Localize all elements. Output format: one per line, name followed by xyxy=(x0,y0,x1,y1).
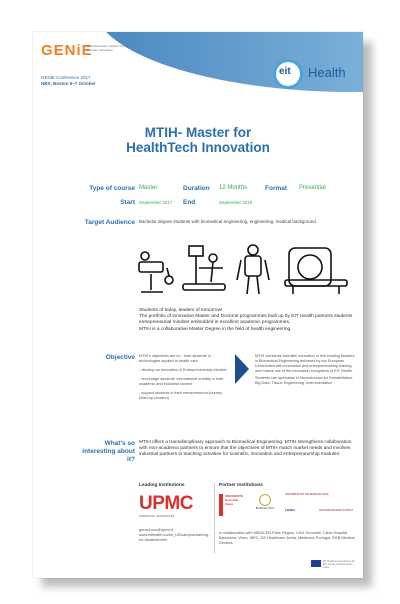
conference-location: HBS, Boston 6–7 October xyxy=(41,81,96,86)
eu-flag-icon xyxy=(311,560,321,567)
eit-logo-text: eit xyxy=(279,66,291,77)
why-interesting-text: MTIH offers a transdisciplinary approach to Biomedical Engineering. MTIH strengthens collaboration with non-academic partners to ensure that the objectives of MTIH match market needs and involves industrial partners in teaching activities for scientific, innovation and entrepreneurship modules. xyxy=(139,440,352,458)
partner-logo-barcelona-text: BARCELONA xyxy=(255,506,275,510)
partner-logo-porto: UNIVERSIDADE PORTO xyxy=(319,508,353,512)
genie-logo-text: GENiE xyxy=(41,42,93,59)
intro-line-3: MTIH is a collaborative Master Degree in the field of health engineering. xyxy=(139,326,292,332)
medical-equipment-illustration xyxy=(133,240,353,298)
format-value: Presential xyxy=(299,185,326,191)
objective-item: - develop an Innovation & Entrepreneurship mindset xyxy=(139,368,227,372)
start-value: September 2017 xyxy=(139,200,173,205)
contact-email[interactable]: gerard.sou@upmc.fr xyxy=(139,528,174,532)
genie-tagline: Global Education Network for Health Innovation Education xyxy=(85,44,134,52)
objective-item: - encourage students' international mobility in both academic and industrial context xyxy=(139,377,224,386)
poster xyxy=(33,32,363,578)
objective-item: MTIH's objectives are to: - train students in technologies applied to health care xyxy=(139,354,211,363)
partner-logos xyxy=(219,492,359,527)
target-audience-label: Target Audience xyxy=(84,219,135,226)
objective-description-p1: MTIH combines scientific education of five existing Masters in Biomedical Engineering delivered by top European Universities with innovation and entrepreneurship training and makes use of the innovation ecosystem of EIT Health. xyxy=(255,354,355,373)
partner-logo-grenoble: UNIVERSITÉ Grenoble Alpes xyxy=(219,494,245,516)
conference-name: GENiE Conference 2017 xyxy=(41,75,91,80)
intro-line-2: The portfolio of innovative Master and Doctoral programmes built up by EIT Health partners students entrepreneurial mindset embedded in excellent academic programmes. xyxy=(139,314,353,326)
partner-logo-barcelona-city xyxy=(253,494,277,516)
health-logo-text: Health xyxy=(308,65,346,80)
eit-health-logo xyxy=(273,56,355,96)
crest-icon xyxy=(259,494,271,506)
objective-label: Objective xyxy=(105,354,135,361)
eu-support-text: EIT Health is supported by the EIT, a body of the European Union xyxy=(323,560,356,569)
objective-description-p2: Students can specialise in Mechatronics for Rehabilitation, Big Data, Tissue Engineering, Instrumentation xyxy=(255,376,354,385)
upmc-logo-text: UPMC xyxy=(139,493,193,514)
collaboration-text: In collaboration with MEDICEN Paris Région, CHU Grenoble, Clinic Hospital Barcelona, Vives, IBEC, GE Healthcare Iberia, Medtronic Portugal, RGB Medical Devices xyxy=(219,531,355,545)
duration-value: 12 Months xyxy=(219,185,248,191)
format-label: Format xyxy=(265,185,288,192)
why-interesting-label: What's so interesting about it? xyxy=(82,440,135,463)
objective-item: - support students in their entrepreneurial journey (start-up creation) xyxy=(139,391,222,400)
upmc-logo xyxy=(139,493,193,518)
partner-logo-lignia: LIGNIA xyxy=(285,508,296,512)
title-line-1: MTIH- Master for xyxy=(144,125,252,140)
chevron-right-icon xyxy=(233,354,249,384)
course-type-label: Type of course xyxy=(89,185,135,192)
page-title xyxy=(33,125,363,155)
genie-logo xyxy=(41,42,134,60)
intro-line-1: Students of today, leaders of tomorrow! xyxy=(139,308,223,313)
title-line-2: HealthTech Innovation xyxy=(126,140,270,155)
contact-url[interactable]: www.eithealth.eu/en_US/campus/training-for-students/mtih xyxy=(139,533,210,542)
end-label: End xyxy=(183,199,196,206)
partner-institutions-heading: Partner Institutions xyxy=(219,483,263,488)
upmc-logo-subtext: SORBONNE UNIVERSITÉS xyxy=(139,514,175,518)
end-value: September 2018 xyxy=(219,200,253,205)
start-label: Start xyxy=(120,199,135,206)
objective-list xyxy=(139,354,231,405)
partner-logo-ub: UNIVERSITAT DE BARCELONA xyxy=(285,492,329,496)
course-type-value: Master xyxy=(139,185,158,191)
duration-label: Duration xyxy=(183,185,210,192)
intro-text xyxy=(139,308,354,333)
objective-description xyxy=(255,354,355,388)
leading-institutions-heading: Leading Institutions xyxy=(139,483,185,488)
contact-info xyxy=(139,528,215,543)
target-audience-text: Bachelor degree students with biomedical engineering, engineering, medical background xyxy=(139,219,316,224)
